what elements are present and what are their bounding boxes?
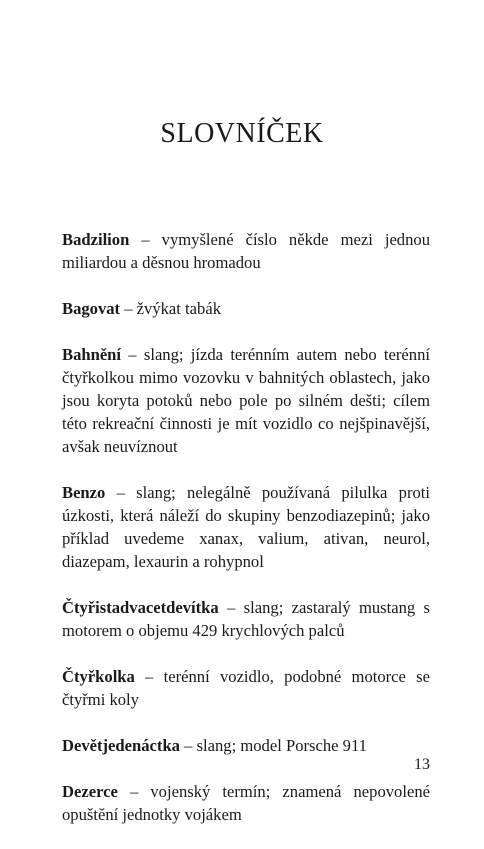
glossary-definition: – slang; nelegálně používaná pilulka proti úzkosti, která náleží do skupiny benzodiazepinů; jako příklad uvedeme xanax, valium, ativan, neurol, diazepam, lexaurin a rohypnol — [62, 483, 430, 571]
glossary-term: Benzo — [62, 483, 106, 502]
glossary-entry-bagovat — [62, 297, 430, 320]
glossary-term: Badzilion — [62, 230, 130, 249]
glossary-definition: – vymyšlené číslo někde mezi jednou miliardou a děsnou hromadou — [62, 230, 430, 272]
glossary-term: Devětjedenáctka — [62, 736, 180, 755]
glossary-entry-ctyrkolka — [62, 665, 430, 711]
glossary-definition: – žvýkat tabák — [120, 299, 221, 318]
glossary-entry-dezerce — [62, 780, 430, 826]
glossary-term: Čtyřkolka — [62, 667, 135, 686]
glossary-definition: – slang; jízda terénním autem nebo terénní čtyřkolkou mimo vozovku v bahnitých oblastech, jako jsou koryta potoků nebo pole po silném dešti; cílem této rekreační činnosti je mít vozidlo co nejšpinavější, avšak neuvíznout — [62, 345, 430, 456]
glossary-term: Čtyřistadvacetdevítka — [62, 598, 219, 617]
glossary-definition: – slang; model Porsche 911 — [179, 736, 367, 755]
glossary-entry-bahneni — [62, 343, 430, 458]
glossary-definition: – terénní vozidlo, podobné motorce se čtyřmi koly — [62, 667, 430, 709]
glossary-entry-badzilion — [62, 228, 430, 274]
glossary-entry-benzo — [62, 481, 430, 573]
glossary-entries — [62, 228, 430, 849]
glossary-definition: – vojenský termín; znamená nepovolené opuštění jednotky vojákem — [62, 782, 430, 824]
glossary-entry-ctyristadvacetdevitka — [62, 596, 430, 642]
page-number: 13 — [414, 756, 430, 773]
glossary-term: Dezerce — [62, 782, 118, 801]
glossary-entry-devetjedenactka — [62, 734, 430, 757]
page-title: SLOVNÍČEK — [160, 118, 324, 149]
glossary-term: Bahnění — [62, 345, 122, 364]
glossary-definition: – slang; zastaralý mustang s motorem o objemu 429 krychlových palců — [62, 598, 430, 640]
glossary-term: Bagovat — [62, 299, 121, 318]
